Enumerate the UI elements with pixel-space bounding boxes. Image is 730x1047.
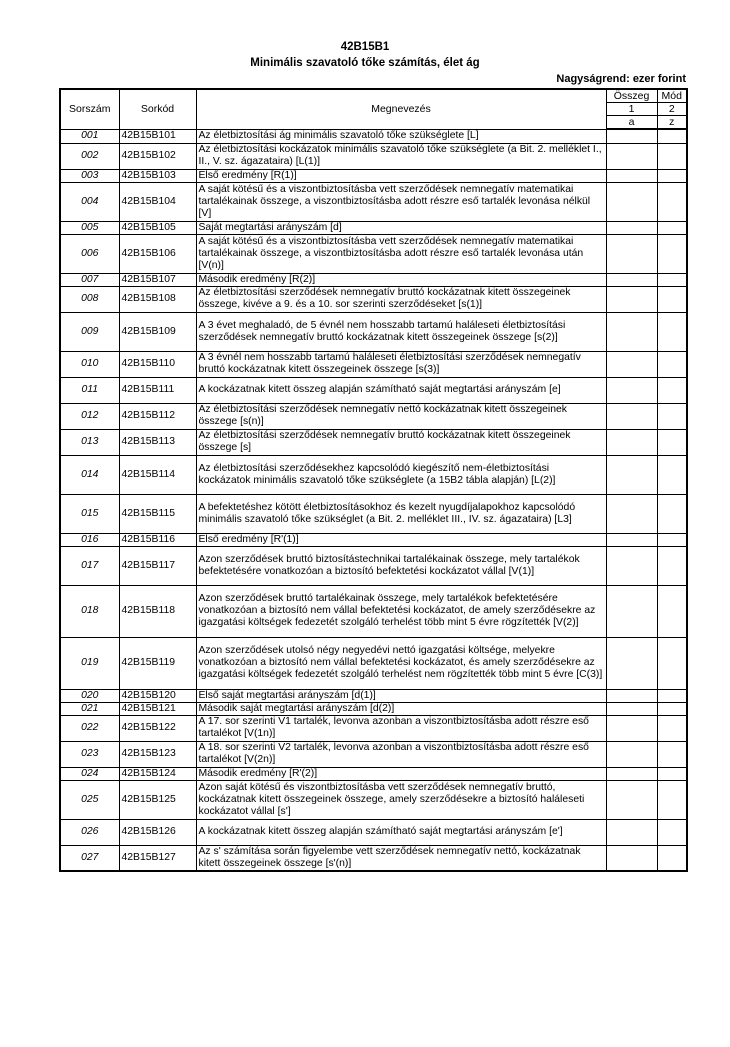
amount-cell[interactable] bbox=[606, 143, 657, 169]
table-row bbox=[60, 143, 687, 169]
row-code: 42B15B109 bbox=[119, 312, 196, 351]
header-amount-number: 1 bbox=[606, 103, 657, 116]
row-code: 42B15B111 bbox=[119, 377, 196, 403]
row-description: Azon szerződések bruttó biztosítástechnikai tartalékainak összege, mely tartalékok befektetésére vonatkozóan a biztosító befektetési kockázatot vállal [V(1)] bbox=[196, 546, 606, 585]
row-serial: 016 bbox=[60, 533, 119, 546]
mode-cell[interactable] bbox=[657, 312, 687, 351]
amount-cell[interactable] bbox=[606, 312, 657, 351]
mode-cell[interactable] bbox=[657, 546, 687, 585]
mode-cell[interactable] bbox=[657, 234, 687, 273]
amount-cell[interactable] bbox=[606, 234, 657, 273]
amount-cell[interactable] bbox=[606, 286, 657, 312]
form-title: Minimális szavatoló tőke számítás, élet ág bbox=[250, 57, 480, 69]
row-description: Azon saját kötésű és viszontbiztosításba vett szerződések nemnegatív bruttó, kockázatnak kitett összegeinek összege, amely szerződésekre a biztosító haláleseti kockázatot vállal [s'] bbox=[196, 780, 606, 819]
row-description: Az életbiztosítási szerződésekhez kapcsolódó kiegészítő nem-életbiztosítási kockázatok minimális szavatoló tőke szükséglete (a 15B2 tábla alapján) [L(2)] bbox=[196, 455, 606, 494]
row-code: 42B15B127 bbox=[119, 845, 196, 871]
table-row bbox=[60, 377, 687, 403]
amount-cell[interactable] bbox=[606, 637, 657, 689]
row-code: 42B15B126 bbox=[119, 819, 196, 845]
amount-cell[interactable] bbox=[606, 845, 657, 871]
amount-cell[interactable] bbox=[606, 741, 657, 767]
table-body bbox=[60, 129, 687, 871]
amount-cell[interactable] bbox=[606, 273, 657, 286]
row-serial: 005 bbox=[60, 221, 119, 234]
mode-cell[interactable] bbox=[657, 533, 687, 546]
row-description: Első saját megtartási arányszám [d(1)] bbox=[196, 689, 606, 702]
row-code: 42B15B114 bbox=[119, 455, 196, 494]
amount-cell[interactable] bbox=[606, 429, 657, 455]
amount-cell[interactable] bbox=[606, 533, 657, 546]
row-description: A saját kötésű és a viszontbiztosításba vett szerződések nemnegatív matematikai tartalékainak összege, a viszontbiztosításba adott részre eső tartalék levonása után [V(n)] bbox=[196, 234, 606, 273]
table-row bbox=[60, 351, 687, 377]
amount-cell[interactable] bbox=[606, 715, 657, 741]
row-description: Azon szerződések utolsó négy negyedévi nettó igazgatási költsége, melyekre vonatkozóan a biztosító nem vállal befektetési kockázatot, és amely szerződésekre az igazgatási költségek fedezetét szolgáló terhelést nem rögzítették több mint 5 évre [C(3)] bbox=[196, 637, 606, 689]
table-row bbox=[60, 689, 687, 702]
mode-cell[interactable] bbox=[657, 702, 687, 715]
header-mode: Mód bbox=[657, 89, 687, 103]
mode-cell[interactable] bbox=[657, 741, 687, 767]
row-serial: 019 bbox=[60, 637, 119, 689]
row-code: 42B15B110 bbox=[119, 351, 196, 377]
amount-cell[interactable] bbox=[606, 351, 657, 377]
row-serial: 024 bbox=[60, 767, 119, 780]
row-code: 42B15B105 bbox=[119, 221, 196, 234]
row-code: 42B15B115 bbox=[119, 494, 196, 533]
mode-cell[interactable] bbox=[657, 637, 687, 689]
table-row bbox=[60, 767, 687, 780]
header-amount: Összeg bbox=[606, 89, 657, 103]
row-serial: 013 bbox=[60, 429, 119, 455]
mode-cell[interactable] bbox=[657, 494, 687, 533]
amount-cell[interactable] bbox=[606, 377, 657, 403]
row-serial: 007 bbox=[60, 273, 119, 286]
mode-cell[interactable] bbox=[657, 845, 687, 871]
row-code: 42B15B121 bbox=[119, 702, 196, 715]
header-name: Megnevezés bbox=[196, 89, 606, 129]
row-serial: 022 bbox=[60, 715, 119, 741]
amount-cell[interactable] bbox=[606, 455, 657, 494]
row-serial: 018 bbox=[60, 585, 119, 637]
row-code: 42B15B123 bbox=[119, 741, 196, 767]
row-description: Azon szerződések bruttó tartalékainak összege, mely tartalékok befektetésére vonatkozóan a biztosító nem vállal befektetési kockázatot, de amely szerződésekre az igazgatási költségek fedezetét szolgáló terhelést több mint 5 évre rögzítették [V(2)] bbox=[196, 585, 606, 637]
table-row bbox=[60, 403, 687, 429]
mode-cell[interactable] bbox=[657, 585, 687, 637]
row-description: Első eredmény [R'(1)] bbox=[196, 533, 606, 546]
table-row bbox=[60, 182, 687, 221]
row-description: Az életbiztosítási szerződések nemnegatív bruttó kockázatnak kitett összegeinek összege, kivéve a 9. és a 10. sor szerinti szerződéseket [s(1)] bbox=[196, 286, 606, 312]
amount-cell[interactable] bbox=[606, 494, 657, 533]
row-code: 42B15B102 bbox=[119, 143, 196, 169]
mode-cell[interactable] bbox=[657, 273, 687, 286]
row-description: A befektetéshez kötött életbiztosításokhoz és kezelt nyugdíjalapokhoz kapcsolódó minimális szavatoló tőke szükséglet (a Bit. 2. melléklet III., IV. sz. ágazataira) [L3] bbox=[196, 494, 606, 533]
row-serial: 012 bbox=[60, 403, 119, 429]
row-code: 42B15B119 bbox=[119, 637, 196, 689]
header-amount-letter: a bbox=[606, 116, 657, 130]
header-serial: Sorszám bbox=[60, 89, 119, 129]
row-serial: 002 bbox=[60, 143, 119, 169]
row-description: A 3 évnél nem hosszabb tartamú haláleseti életbiztosítási szerződések nemnegatív bruttó kockázatnak kitett összegeinek összege [s(3)] bbox=[196, 351, 606, 377]
mode-cell[interactable] bbox=[657, 221, 687, 234]
amount-cell[interactable] bbox=[606, 819, 657, 845]
row-code: 42B15B113 bbox=[119, 429, 196, 455]
table-row bbox=[60, 533, 687, 546]
table-row bbox=[60, 455, 687, 494]
table-row bbox=[60, 234, 687, 273]
amount-cell[interactable] bbox=[606, 780, 657, 819]
row-serial: 025 bbox=[60, 780, 119, 819]
row-description: Az életbiztosítási ág minimális szavatoló tőke szükséglete [L] bbox=[196, 129, 606, 143]
row-code: 42B15B107 bbox=[119, 273, 196, 286]
row-serial: 003 bbox=[60, 169, 119, 182]
row-code: 42B15B101 bbox=[119, 129, 196, 143]
amount-cell[interactable] bbox=[606, 182, 657, 221]
amount-cell[interactable] bbox=[606, 403, 657, 429]
mode-cell[interactable] bbox=[657, 429, 687, 455]
mode-cell[interactable] bbox=[657, 143, 687, 169]
mode-cell[interactable] bbox=[657, 169, 687, 182]
row-serial: 006 bbox=[60, 234, 119, 273]
row-serial: 015 bbox=[60, 494, 119, 533]
table-row bbox=[60, 312, 687, 351]
table-row bbox=[60, 585, 687, 637]
table-row bbox=[60, 780, 687, 819]
row-description: Az életbiztosítási szerződések nemnegatív bruttó kockázatnak kitett összegeinek összege [s] bbox=[196, 429, 606, 455]
mode-cell[interactable] bbox=[657, 351, 687, 377]
row-description: A saját kötésű és a viszontbiztosításba vett szerződések nemnegatív matematikai tartalékainak összege, a viszontbiztosításba adott részre eső tartalék levonása nélkül [V] bbox=[196, 182, 606, 221]
row-description: Második saját megtartási arányszám [d(2)] bbox=[196, 702, 606, 715]
table-row bbox=[60, 169, 687, 182]
row-code: 42B15B125 bbox=[119, 780, 196, 819]
mode-cell[interactable] bbox=[657, 377, 687, 403]
header-mode-number: 2 bbox=[657, 103, 687, 116]
row-code: 42B15B108 bbox=[119, 286, 196, 312]
row-description: Első eredmény [R(1)] bbox=[196, 169, 606, 182]
row-code: 42B15B106 bbox=[119, 234, 196, 273]
row-code: 42B15B124 bbox=[119, 767, 196, 780]
row-serial: 023 bbox=[60, 741, 119, 767]
row-code: 42B15B122 bbox=[119, 715, 196, 741]
table-row bbox=[60, 819, 687, 845]
form-code: 42B15B1 bbox=[340, 41, 390, 53]
row-description: A 3 évet meghaladó, de 5 évnél nem hosszabb tartamú haláleseti életbiztosítási szerződések nemnegatív bruttó kockázatnak kitett összegeinek összege [s(2)] bbox=[196, 312, 606, 351]
row-code: 42B15B118 bbox=[119, 585, 196, 637]
table-row bbox=[60, 546, 687, 585]
table-row bbox=[60, 221, 687, 234]
mode-cell[interactable] bbox=[657, 689, 687, 702]
table-row bbox=[60, 429, 687, 455]
mode-cell[interactable] bbox=[657, 819, 687, 845]
row-description: A 18. sor szerinti V2 tartalék, levonva azonban a viszontbiztosításba adott részre eső tartalékot [V(2n)] bbox=[196, 741, 606, 767]
mode-cell[interactable] bbox=[657, 286, 687, 312]
table-row bbox=[60, 741, 687, 767]
row-code: 42B15B104 bbox=[119, 182, 196, 221]
table-row bbox=[60, 715, 687, 741]
row-serial: 021 bbox=[60, 702, 119, 715]
table-row bbox=[60, 129, 687, 143]
mode-cell[interactable] bbox=[657, 780, 687, 819]
amount-cell[interactable] bbox=[606, 585, 657, 637]
amount-cell[interactable] bbox=[606, 689, 657, 702]
row-code: 42B15B116 bbox=[119, 533, 196, 546]
row-description: Az életbiztosítási kockázatok minimális szavatoló tőke szükséglete (a Bit. 2. melléklet I., II., V. sz. ágazataira) [L(1)] bbox=[196, 143, 606, 169]
table-row bbox=[60, 637, 687, 689]
amount-cell[interactable] bbox=[606, 169, 657, 182]
row-description: Saját megtartási arányszám [d] bbox=[196, 221, 606, 234]
mode-cell[interactable] bbox=[657, 767, 687, 780]
mode-cell[interactable] bbox=[657, 455, 687, 494]
row-description: A kockázatnak kitett összeg alapján számítható saját megtartási arányszám [e] bbox=[196, 377, 606, 403]
row-serial: 026 bbox=[60, 819, 119, 845]
mode-cell[interactable] bbox=[657, 403, 687, 429]
row-serial: 010 bbox=[60, 351, 119, 377]
report-table bbox=[59, 88, 688, 872]
row-serial: 014 bbox=[60, 455, 119, 494]
row-description: A kockázatnak kitett összeg alapján számítható saját megtartási arányszám [e'] bbox=[196, 819, 606, 845]
row-serial: 009 bbox=[60, 312, 119, 351]
mode-cell[interactable] bbox=[657, 129, 687, 143]
row-serial: 017 bbox=[60, 546, 119, 585]
table-row bbox=[60, 286, 687, 312]
table-row bbox=[60, 845, 687, 871]
amount-cell[interactable] bbox=[606, 129, 657, 143]
mode-cell[interactable] bbox=[657, 182, 687, 221]
row-description: Az s' számítása során figyelembe vett szerződések nemnegatív nettó, kockázatnak kitett összegeinek összege [s'(n)] bbox=[196, 845, 606, 871]
row-serial: 004 bbox=[60, 182, 119, 221]
header-rowcode: Sorkód bbox=[119, 89, 196, 129]
row-description: Második eredmény [R'(2)] bbox=[196, 767, 606, 780]
mode-cell[interactable] bbox=[657, 715, 687, 741]
row-code: 42B15B103 bbox=[119, 169, 196, 182]
row-code: 42B15B112 bbox=[119, 403, 196, 429]
row-description: A 17. sor szerinti V1 tartalék, levonva azonban a viszontbiztosításba adott részre eső tartalékot [V(1n)] bbox=[196, 715, 606, 741]
amount-cell[interactable] bbox=[606, 702, 657, 715]
row-serial: 027 bbox=[60, 845, 119, 871]
amount-cell[interactable] bbox=[606, 221, 657, 234]
header-mode-letter: z bbox=[657, 116, 687, 130]
row-code: 42B15B120 bbox=[119, 689, 196, 702]
amount-cell[interactable] bbox=[606, 546, 657, 585]
unit-label: Nagyságrend: ezer forint bbox=[556, 73, 686, 85]
row-description: Második eredmény [R(2)] bbox=[196, 273, 606, 286]
table-row bbox=[60, 702, 687, 715]
row-serial: 008 bbox=[60, 286, 119, 312]
row-serial: 001 bbox=[60, 129, 119, 143]
row-serial: 011 bbox=[60, 377, 119, 403]
table-row bbox=[60, 273, 687, 286]
table-row bbox=[60, 494, 687, 533]
row-code: 42B15B117 bbox=[119, 546, 196, 585]
row-serial: 020 bbox=[60, 689, 119, 702]
row-description: Az életbiztosítási szerződések nemnegatív nettó kockázatnak kitett összegeinek összege [s(n)] bbox=[196, 403, 606, 429]
amount-cell[interactable] bbox=[606, 767, 657, 780]
